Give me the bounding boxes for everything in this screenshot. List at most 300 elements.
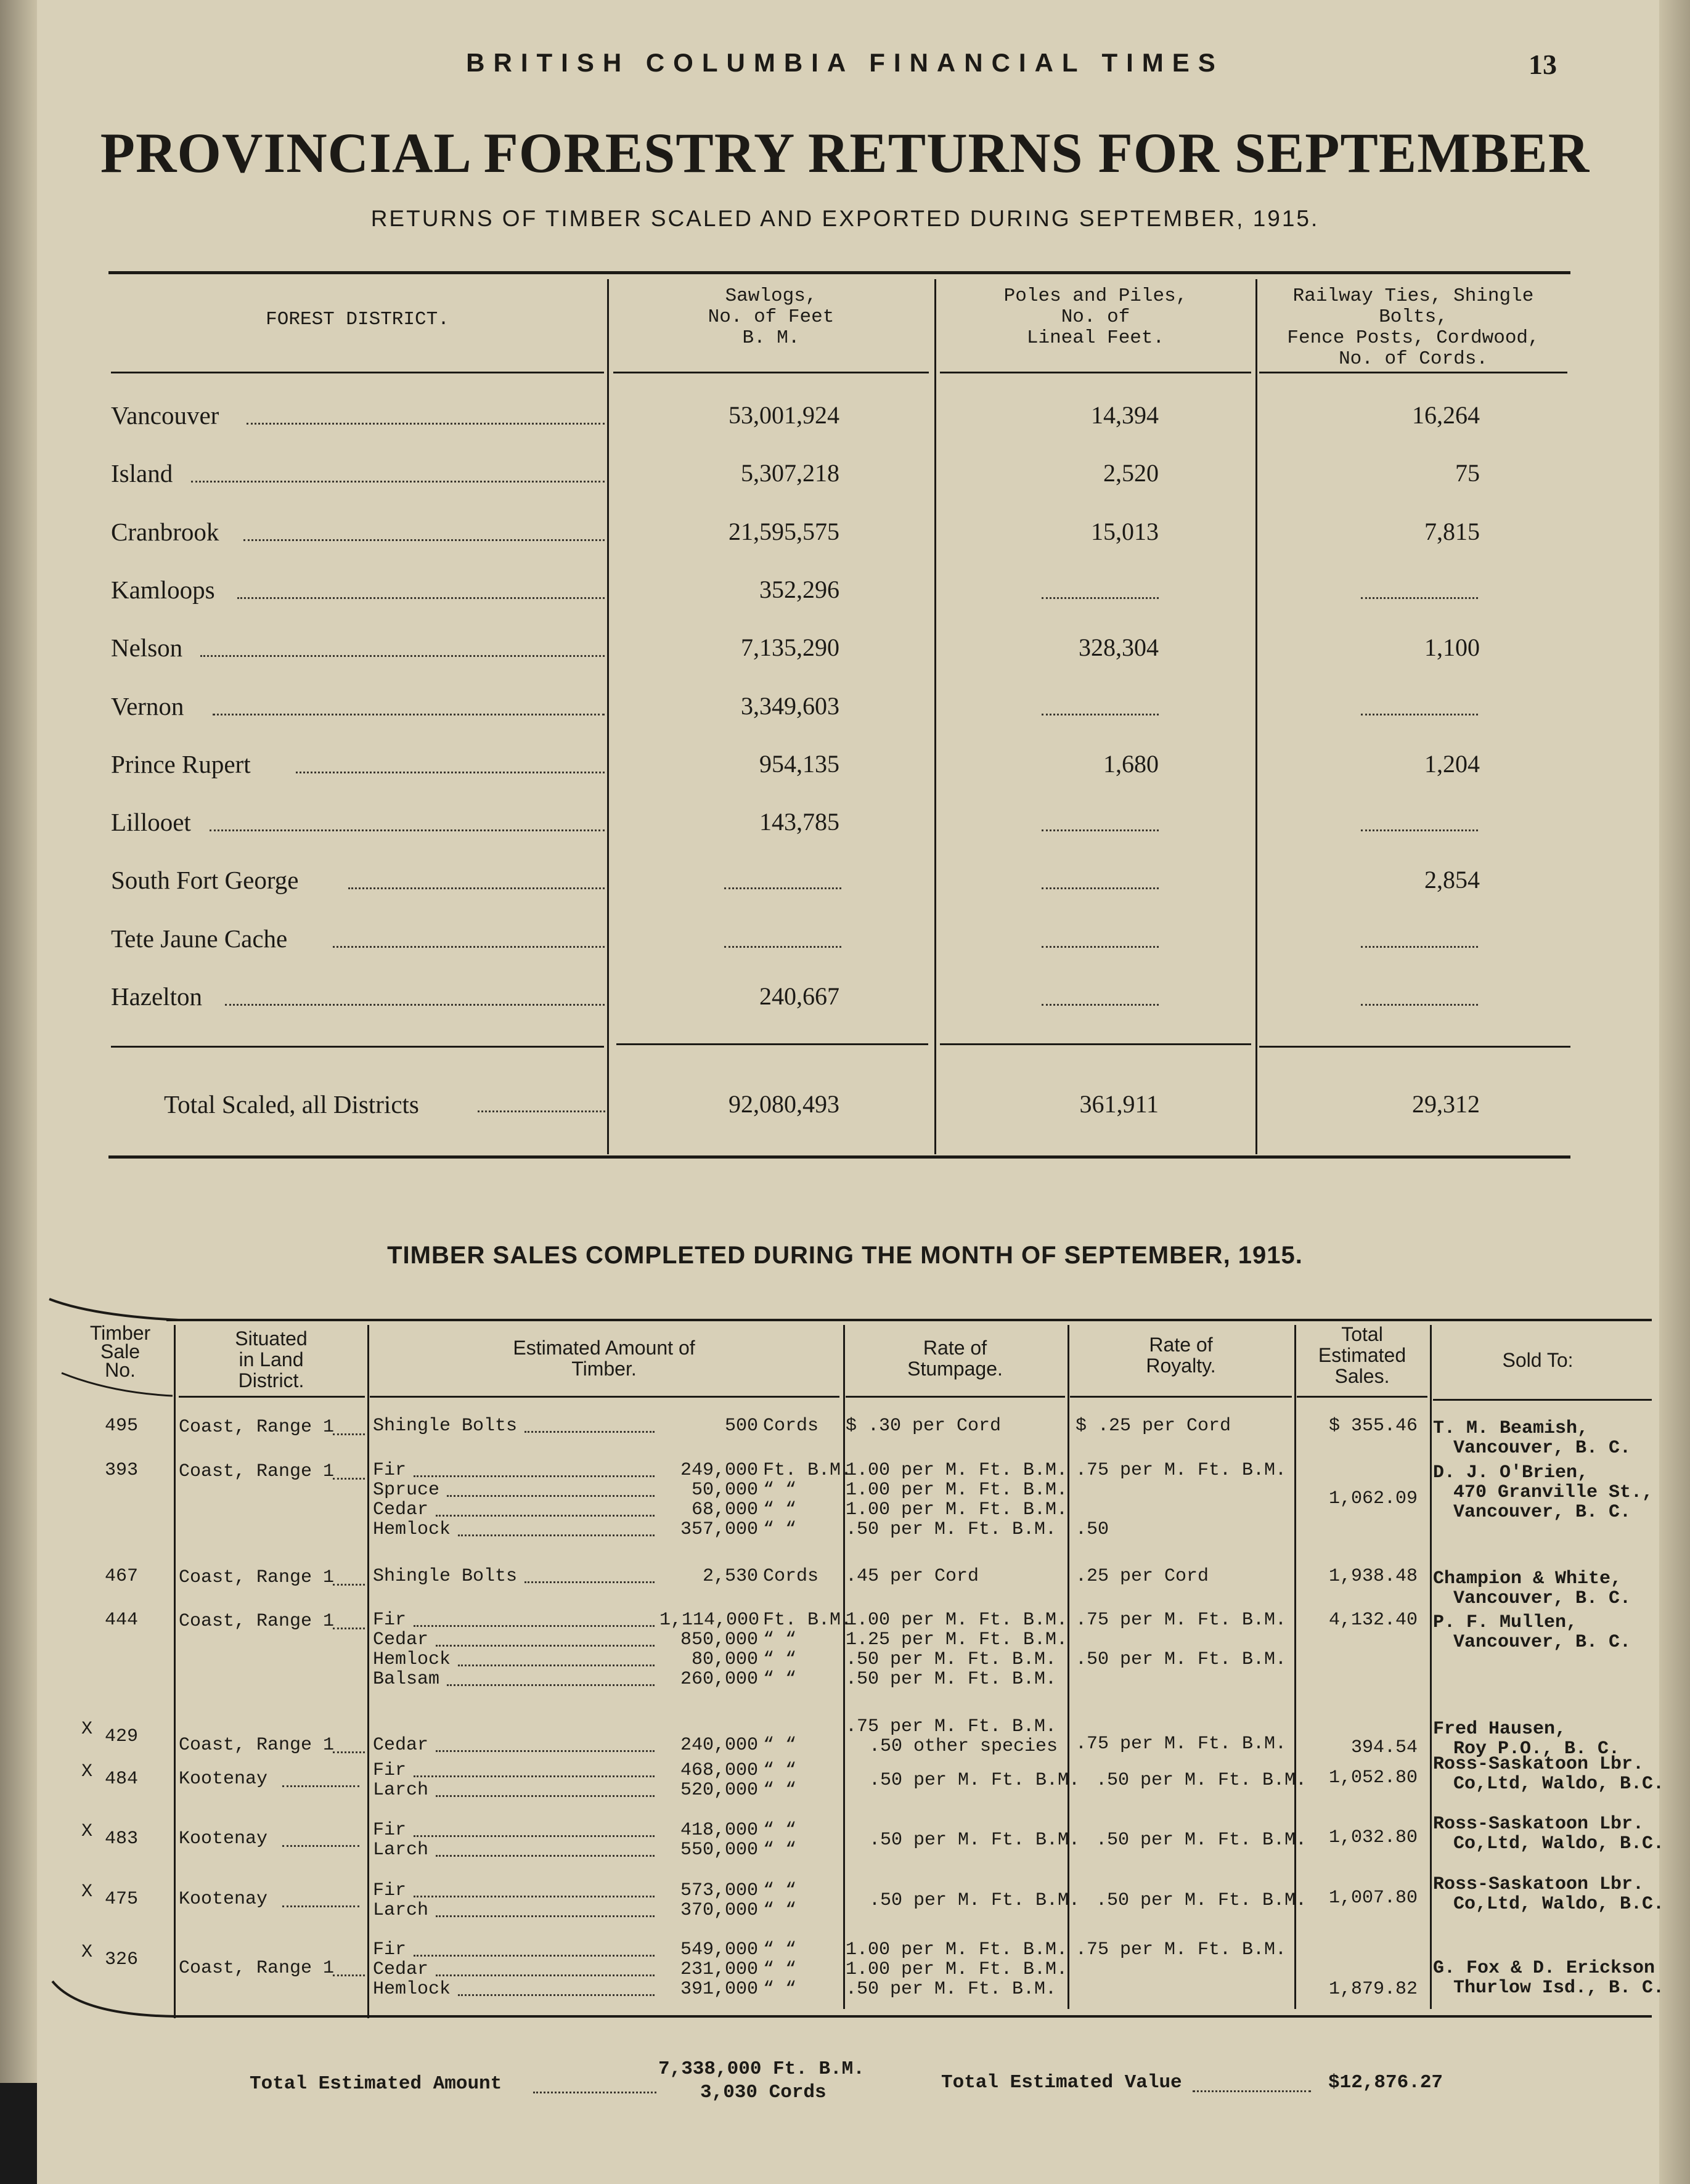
purchaser: Champion & White, (1433, 1568, 1622, 1589)
sales-title: TIMBER SALES COMPLETED DURING THE MONTH OF SEPTEMBER, 1915. (387, 1242, 1303, 1269)
total-amount-cords: 3,030 Cords (700, 2082, 827, 2103)
header-line: Stumpage. (907, 1358, 1003, 1380)
empty-cell-dots (1042, 597, 1159, 599)
purchaser: Vancouver, B. C. (1453, 1588, 1631, 1609)
leader-dots (213, 714, 605, 715)
sales-divider (367, 1325, 369, 2018)
empty-cell-dots (1042, 714, 1159, 715)
cell-poles: 1,680 (1103, 750, 1159, 778)
stumpage-rate: .75 per M. Ft. B.M. (846, 1716, 1057, 1737)
district-name: Kamloops (111, 576, 215, 604)
header-underline (940, 372, 1251, 373)
amount: 50,000 (691, 1480, 758, 1501)
sale-district: Coast, Range 1 (179, 1611, 335, 1632)
header-line: No. of Feet (708, 306, 835, 328)
leader-dots (247, 423, 605, 425)
species: Fir (373, 1610, 407, 1631)
amount: 520,000 (680, 1780, 758, 1801)
stumpage-rate: .50 per M. Ft. B.M. (846, 1519, 1057, 1540)
header-line: Timber. (571, 1358, 637, 1380)
unit: “ “ (763, 1519, 797, 1540)
cell-poles: 2,520 (1103, 459, 1159, 487)
leader-dots (333, 1433, 365, 1435)
district-name: Island (111, 459, 173, 487)
total-rule (940, 1043, 1251, 1045)
leader-dots (436, 1974, 655, 1976)
unit: “ “ (763, 1480, 797, 1501)
header-underline (1297, 1396, 1427, 1398)
header-line: District. (238, 1369, 304, 1391)
total-poles: 361,911 (1079, 1090, 1159, 1118)
stumpage-rate: .50 per M. Ft. B.M. (869, 1890, 1080, 1911)
header-royalty (1070, 1334, 1292, 1376)
leader-dots (282, 1845, 359, 1847)
species: Cedar (373, 1499, 429, 1520)
empty-cell-dots (1042, 887, 1159, 889)
leader-dots (237, 597, 605, 599)
unit: Cords (763, 1566, 819, 1587)
cell-sawlogs: 954,135 (759, 750, 839, 778)
unit: “ “ (763, 1629, 797, 1650)
cell-ties: 16,264 (1412, 401, 1480, 429)
leader-dots (282, 1785, 359, 1787)
total-rule (111, 1046, 604, 1048)
empty-cell-dots (724, 946, 841, 948)
amount: 80,000 (691, 1649, 758, 1670)
empty-cell-dots (724, 887, 841, 889)
leader-dots (243, 539, 605, 541)
species: Larch (373, 1780, 429, 1801)
amount: 249,000 (680, 1460, 758, 1481)
leader-dots (533, 2092, 656, 2093)
sale-district: Coast, Range 1 (179, 1958, 335, 1979)
sale-number: 475 (105, 1889, 139, 1910)
header-line: Estimated Amount of (513, 1337, 695, 1359)
total-label: Total Scaled, all Districts (164, 1090, 419, 1118)
leader-dots (436, 1915, 655, 1917)
species: Fir (373, 1760, 407, 1781)
header-line: Sale (100, 1340, 141, 1363)
total-estimated-sale: $ 355.46 (1328, 1416, 1418, 1436)
leader-dots (414, 1775, 655, 1777)
amount: 468,000 (680, 1760, 758, 1781)
stumpage-rate: $ .30 per Cord (846, 1416, 1002, 1436)
sales-top-rule (166, 1319, 1652, 1321)
unit: “ “ (763, 1760, 797, 1781)
stumpage-rate: 1.00 per M. Ft. B.M. (846, 1959, 1068, 1980)
unit: “ “ (763, 1939, 797, 1960)
sale-number: 444 (105, 1610, 139, 1631)
cell-ties: 75 (1455, 459, 1480, 487)
amount: 418,000 (680, 1820, 758, 1841)
header-line: Total (1341, 1323, 1383, 1345)
species: Hemlock (373, 1649, 451, 1670)
total-estimated-sale: 1,879.82 (1328, 1979, 1418, 2000)
header-underline (846, 1396, 1065, 1398)
amount: 231,000 (680, 1959, 758, 1980)
royalty-rate: .50 (1076, 1519, 1109, 1540)
leader-dots (436, 1645, 655, 1647)
sale-district: Coast, Range 1 (179, 1567, 335, 1588)
unit: “ “ (763, 1900, 797, 1921)
leader-dots (525, 1431, 655, 1433)
header-underline (111, 372, 604, 373)
cell-ties: 7,815 (1424, 518, 1480, 545)
header-line: Rate of (1149, 1334, 1213, 1356)
purchaser: Co,Ltd, Waldo, B.C. (1453, 1774, 1665, 1795)
species: Shingle Bolts (373, 1416, 518, 1436)
unit: “ “ (763, 1880, 797, 1901)
royalty-rate: .75 per M. Ft. B.M. (1076, 1460, 1287, 1481)
header-land-district (179, 1328, 364, 1391)
stumpage-rate: 1.25 per M. Ft. B.M. (846, 1629, 1068, 1650)
species: Shingle Bolts (373, 1566, 518, 1587)
table-top-rule (108, 271, 1570, 274)
cell-ties: 2,854 (1424, 866, 1480, 894)
total-amount-label: Total Estimated Amount (250, 2073, 502, 2095)
cell-sawlogs: 53,001,924 (729, 401, 839, 429)
column-divider (934, 279, 936, 1154)
sale-mark: X (81, 1719, 93, 1740)
sale-mark: X (81, 1942, 93, 1963)
leader-dots (436, 1750, 655, 1752)
cell-poles: 14,394 (1091, 401, 1159, 429)
species: Fir (373, 1939, 407, 1960)
purchaser: 470 Granville St., (1453, 1482, 1654, 1503)
unit: “ “ (763, 1669, 797, 1690)
header-underline (1259, 372, 1567, 373)
total-amount-feet: 7,338,000 Ft. B.M. (658, 2058, 865, 2080)
amount: 357,000 (680, 1519, 758, 1540)
purchaser: Roy P.O., B. C. (1453, 1738, 1620, 1759)
stumpage-rate: .50 per M. Ft. B.M. (846, 1649, 1057, 1670)
gutter-shadow (0, 2083, 37, 2184)
purchaser: G. Fox & D. Erickson (1433, 1958, 1655, 1979)
amount: 260,000 (680, 1669, 758, 1690)
sale-district: Coast, Range 1 (179, 1417, 335, 1438)
header-line: Estimated (1318, 1344, 1406, 1366)
species: Larch (373, 1840, 429, 1860)
leader-dots (414, 1835, 655, 1837)
stumpage-rate: .50 per M. Ft. B.M. (869, 1830, 1080, 1851)
leader-dots (333, 1751, 365, 1753)
stumpage-rate: 1.00 per M. Ft. B.M. (846, 1939, 1068, 1960)
total-rule (1259, 1046, 1570, 1048)
amount: 550,000 (680, 1840, 758, 1860)
district-name: Cranbrook (111, 518, 219, 546)
header-line: No. (105, 1359, 136, 1381)
species: Fir (373, 1820, 407, 1841)
unit: “ “ (763, 1499, 797, 1520)
header-line: Lineal Feet. (1026, 327, 1165, 349)
page-number: 13 (1529, 49, 1557, 80)
leader-dots (458, 1534, 655, 1536)
column-divider (607, 279, 609, 1154)
district-name: Lillooet (111, 808, 191, 836)
stumpage-rate: .50 per M. Ft. B.M. (846, 1979, 1057, 2000)
empty-cell-dots (1361, 597, 1478, 599)
leader-dots (191, 481, 605, 483)
leader-dots (447, 1495, 655, 1497)
sale-district: Coast, Range 1 (179, 1735, 335, 1756)
unit: Ft. B.M. (763, 1460, 852, 1481)
total-estimated-sale: 1,938.48 (1328, 1566, 1418, 1587)
leader-dots (414, 1625, 655, 1627)
leader-dots (447, 1684, 655, 1686)
header-line: Timber (89, 1322, 151, 1344)
sale-number: 429 (105, 1726, 139, 1747)
leader-dots (296, 772, 605, 773)
stumpage-rate: 1.00 per M. Ft. B.M. (846, 1480, 1068, 1501)
unit: Ft. B.M. (763, 1610, 852, 1631)
header-total-sales (1297, 1324, 1427, 1387)
header-forest-district: FOREST DISTRICT. (266, 309, 449, 330)
district-name: South Fort George (111, 866, 299, 894)
sale-district: Kootenay (179, 1889, 268, 1910)
header-underline (1070, 1396, 1292, 1398)
header-line: Rate of (923, 1337, 987, 1359)
header-underline (370, 1396, 839, 1398)
footer-curve (43, 1978, 185, 2027)
stumpage-rate: .45 per Cord (846, 1566, 979, 1587)
royalty-rate: .50 per M. Ft. B.M. (1076, 1649, 1287, 1670)
cell-sawlogs: 352,296 (759, 576, 839, 603)
total-estimated-sale: 1,052.80 (1328, 1767, 1418, 1788)
unit: “ “ (763, 1780, 797, 1801)
leader-dots (333, 1584, 365, 1586)
cell-ties: 1,100 (1424, 634, 1480, 661)
cell-sawlogs: 143,785 (759, 808, 839, 836)
header-underline (179, 1396, 365, 1398)
stumpage-rate: .50 other species (869, 1736, 1058, 1757)
stumpage-rate: 1.00 per M. Ft. B.M. (846, 1499, 1068, 1520)
header-poles (940, 286, 1251, 349)
sale-number: 495 (105, 1416, 139, 1436)
empty-cell-dots (1042, 946, 1159, 948)
header-ties (1259, 286, 1567, 370)
sales-divider (1430, 1325, 1432, 2009)
sale-number: 484 (105, 1769, 139, 1790)
leader-dots (333, 1628, 365, 1629)
cell-sawlogs: 3,349,603 (741, 692, 839, 720)
stumpage-rate: 1.00 per M. Ft. B.M. (846, 1610, 1068, 1631)
species: Cedar (373, 1629, 429, 1650)
purchaser: T. M. Beamish, (1433, 1418, 1589, 1439)
species: Larch (373, 1900, 429, 1921)
leader-dots (225, 1004, 605, 1006)
book-gutter (0, 0, 37, 2184)
royalty-rate: .50 per M. Ft. B.M. (1096, 1830, 1307, 1851)
column-divider (1255, 279, 1257, 1154)
table-bottom-rule (108, 1155, 1570, 1159)
page-edge (1659, 0, 1690, 2184)
district-name: Vernon (111, 692, 184, 720)
leader-dots (282, 1905, 359, 1907)
unit: Cords (763, 1416, 819, 1436)
leader-dots (414, 1475, 655, 1477)
leader-dots (436, 1515, 655, 1517)
amount: 391,000 (680, 1979, 758, 2000)
header-stumpage (846, 1337, 1064, 1379)
district-name: Nelson (111, 634, 183, 662)
leader-dots (200, 655, 605, 657)
header-line: No. of (1061, 306, 1130, 328)
header-line: Sales. (1334, 1365, 1390, 1387)
sale-district: Kootenay (179, 1828, 268, 1849)
total-estimated-sale: 1,007.80 (1328, 1888, 1418, 1909)
leader-dots (436, 1855, 655, 1857)
sale-mark: X (81, 1881, 93, 1902)
header-sawlogs (613, 286, 929, 349)
amount: 370,000 (680, 1900, 758, 1921)
unit: “ “ (763, 1820, 797, 1841)
district-name: Hazelton (111, 982, 202, 1011)
leader-dots (458, 1994, 655, 1996)
returns-subtitle: RETURNS OF TIMBER SCALED AND EXPORTED DURING SEPTEMBER, 1915. (370, 206, 1320, 231)
purchaser: Fred Hausen, (1433, 1719, 1567, 1740)
purchaser: Ross-Saskatoon Lbr. (1433, 1754, 1644, 1775)
total-estimated-sale: 1,032.80 (1328, 1827, 1418, 1848)
species: Cedar (373, 1959, 429, 1980)
header-line: Situated (235, 1327, 308, 1350)
unit: “ “ (763, 1649, 797, 1670)
running-head: BRITISH COLUMBIA FINANCIAL TIMES (466, 48, 1224, 77)
cell-sawlogs: 21,595,575 (729, 518, 839, 545)
cell-sawlogs: 7,135,290 (741, 634, 839, 661)
species: Spruce (373, 1480, 440, 1501)
amount: 1,114,000 (659, 1610, 760, 1631)
purchaser: Co,Ltd, Waldo, B.C. (1453, 1833, 1665, 1854)
header-line: Royalty. (1146, 1355, 1216, 1377)
leader-dots (458, 1664, 655, 1666)
sale-number: 467 (105, 1566, 139, 1587)
header-line: No. of Cords. (1339, 348, 1488, 370)
sale-district: Coast, Range 1 (179, 1461, 335, 1482)
cell-ties: 1,204 (1424, 750, 1480, 778)
leader-dots (348, 887, 605, 889)
total-sawlogs: 92,080,493 (729, 1090, 839, 1118)
empty-cell-dots (1361, 1004, 1478, 1006)
species: Fir (373, 1460, 407, 1481)
header-sale-no (68, 1324, 173, 1379)
empty-cell-dots (1361, 714, 1478, 715)
species: Fir (373, 1880, 407, 1901)
leader-dots (414, 1896, 655, 1897)
stumpage-rate: 1.00 per M. Ft. B.M. (846, 1460, 1068, 1481)
purchaser: P. F. Mullen, (1433, 1612, 1578, 1633)
empty-cell-dots (1042, 1004, 1159, 1006)
header-line: in Land (239, 1348, 304, 1371)
leader-dots (333, 946, 605, 948)
amount: 240,000 (680, 1735, 758, 1756)
header-sold-to: Sold To: (1502, 1349, 1574, 1371)
empty-cell-dots (1042, 829, 1159, 831)
stumpage-rate: .50 per M. Ft. B.M. (846, 1669, 1057, 1690)
cell-poles: 15,013 (1091, 518, 1159, 545)
total-ties: 29,312 (1412, 1090, 1480, 1118)
amount: 2,530 (702, 1566, 758, 1587)
header-line: Railway Ties, Shingle Bolts, (1292, 285, 1534, 328)
royalty-rate: .50 per M. Ft. B.M. (1096, 1770, 1307, 1791)
purchaser: Thurlow Isd., B. C. (1453, 1978, 1665, 1999)
purchaser: Ross-Saskatoon Lbr. (1433, 1874, 1644, 1895)
cell-poles: 328,304 (1079, 634, 1159, 661)
amount: 549,000 (680, 1939, 758, 1960)
leader-dots (525, 1581, 655, 1583)
species: Cedar (373, 1735, 429, 1756)
leader-dots (210, 829, 605, 831)
total-value-label: Total Estimated Value (941, 2072, 1182, 2093)
royalty-rate: .75 per M. Ft. B.M. (1076, 1610, 1287, 1631)
royalty-rate: .75 per M. Ft. B.M. (1076, 1939, 1287, 1960)
sales-bottom-rule (173, 2015, 1652, 2018)
header-line: B. M. (742, 327, 800, 349)
total-estimated-sale: 394.54 (1350, 1737, 1418, 1758)
royalty-rate: .50 per M. Ft. B.M. (1096, 1890, 1307, 1911)
empty-cell-dots (1361, 946, 1478, 948)
purchaser: Vancouver, B. C. (1453, 1632, 1631, 1653)
total-estimated-sale: 4,132.40 (1328, 1610, 1418, 1631)
stumpage-rate: .50 per M. Ft. B.M. (869, 1770, 1080, 1791)
sales-divider (843, 1325, 845, 2009)
unit: “ “ (763, 1735, 797, 1756)
sale-number: 393 (105, 1460, 139, 1481)
leader-dots (414, 1955, 655, 1957)
leader-dots (478, 1110, 605, 1112)
district-name: Prince Rupert (111, 750, 251, 778)
leader-dots (333, 1478, 365, 1480)
sale-number: 326 (105, 1949, 139, 1970)
empty-cell-dots (1361, 829, 1478, 831)
header-line: Sawlogs, (725, 285, 817, 307)
total-estimated-sale: 1,062.09 (1328, 1488, 1418, 1509)
purchaser: Vancouver, B. C. (1453, 1502, 1631, 1523)
unit: “ “ (763, 1979, 797, 2000)
purchaser: Ross-Saskatoon Lbr. (1433, 1814, 1644, 1835)
species: Balsam (373, 1669, 440, 1690)
unit: “ “ (763, 1959, 797, 1980)
header-underline (613, 372, 929, 373)
purchaser: Co,Ltd, Waldo, B.C. (1453, 1894, 1665, 1915)
page-title: PROVINCIAL FORESTRY RETURNS FOR SEPTEMBER (100, 121, 1590, 184)
amount: 573,000 (680, 1880, 758, 1901)
royalty-rate: $ .25 per Cord (1076, 1416, 1231, 1436)
sale-number: 483 (105, 1828, 139, 1849)
unit: “ “ (763, 1840, 797, 1860)
cell-sawlogs: 5,307,218 (741, 459, 839, 487)
total-value: $12,876.27 (1328, 2072, 1443, 2093)
cell-sawlogs: 240,667 (759, 982, 839, 1010)
sale-mark: X (81, 1821, 93, 1842)
district-name: Vancouver (111, 401, 219, 430)
leader-dots (436, 1795, 655, 1797)
royalty-rate: .25 per Cord (1076, 1566, 1209, 1587)
header-line: Poles and Piles, (1003, 285, 1188, 307)
header-line: Fence Posts, Cordwood, (1287, 327, 1540, 349)
amount: 500 (724, 1416, 758, 1436)
sales-divider (174, 1325, 176, 2018)
purchaser: Vancouver, B. C. (1453, 1438, 1631, 1459)
purchaser: D. J. O'Brien, (1433, 1462, 1589, 1483)
total-rule (616, 1043, 928, 1045)
amount: 68,000 (691, 1499, 758, 1520)
district-name: Tete Jaune Cache (111, 924, 288, 953)
header-amount (370, 1337, 838, 1379)
leader-dots (333, 1974, 365, 1976)
royalty-rate: .75 per M. Ft. B.M. (1076, 1734, 1287, 1754)
species: Hemlock (373, 1979, 451, 2000)
sale-district: Kootenay (179, 1769, 268, 1790)
